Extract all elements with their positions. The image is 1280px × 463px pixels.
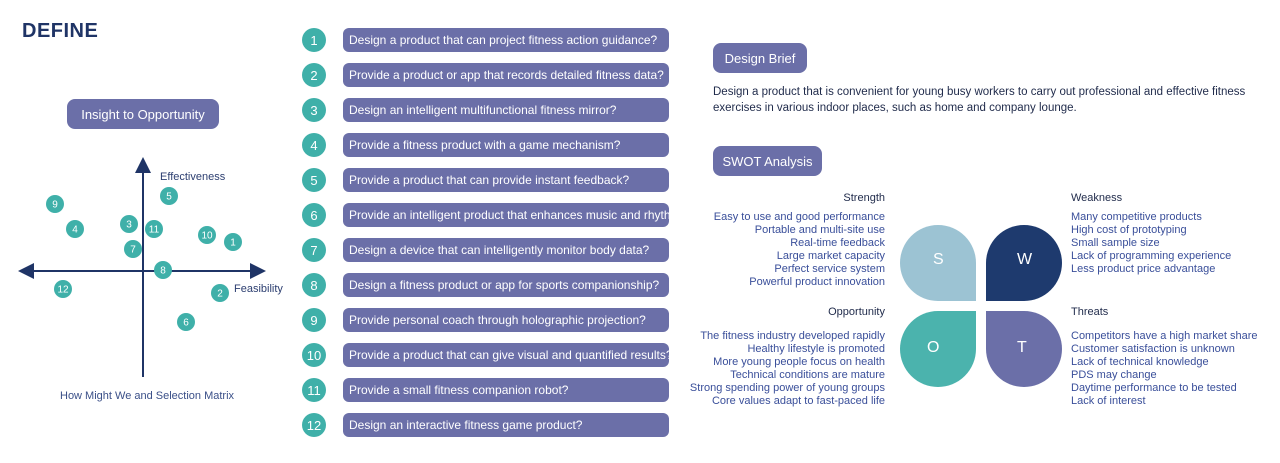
- question-item: Provide a product that can provide instant feedback?: [343, 168, 669, 192]
- y-axis-label: Effectiveness: [160, 171, 226, 183]
- swot-analysis-label: SWOT Analysis: [713, 146, 822, 176]
- list-item: The fitness industry developed rapidly: [700, 330, 885, 342]
- swot-opportunity-shape: [900, 311, 976, 387]
- question-item: Provide a product or app that records detailed fitness data?: [343, 63, 669, 87]
- matrix-point-label: 8: [160, 265, 166, 277]
- list-item: Lack of technical knowledge: [1071, 356, 1209, 368]
- question-item: Provide a fitness product with a game mechanism?: [343, 133, 669, 157]
- strength-list: [640, 211, 885, 289]
- weakness-heading: Weakness: [1071, 192, 1123, 204]
- matrix-point: [211, 284, 229, 302]
- list-item: Many competitive products: [1071, 211, 1202, 223]
- matrix-point-label: 3: [126, 219, 132, 231]
- question-item: Provide personal coach through holographic projection?: [343, 308, 669, 332]
- matrix-point-label: 5: [166, 191, 172, 203]
- matrix-point: [124, 240, 142, 258]
- swot-diagram: [893, 218, 1073, 388]
- list-item: Core values adapt to fast-paced life: [711, 395, 885, 407]
- list-item: Customer satisfaction is unknown: [1071, 343, 1235, 355]
- question-number: 12: [302, 413, 326, 437]
- list-item: High cost of prototyping: [1071, 224, 1187, 236]
- list-item: Small sample size: [1071, 237, 1160, 249]
- question-item: Provide an intelligent product that enhances music and rhythm?: [343, 203, 669, 227]
- list-item: Lack of programming experience: [1071, 250, 1232, 262]
- question-item: Provide a small fitness companion robot?: [343, 378, 669, 402]
- selection-matrix: [0, 155, 300, 385]
- matrix-point-label: 7: [130, 244, 136, 256]
- list-item: Competitors have a high market share: [1071, 330, 1258, 342]
- question-number: 1: [302, 28, 326, 52]
- swot-letter-o: O: [927, 339, 940, 356]
- list-item: Large market capacity: [776, 250, 885, 262]
- matrix-point-label: 9: [52, 199, 58, 211]
- matrix-point-label: 12: [57, 284, 69, 296]
- opportunity-list: [640, 330, 885, 408]
- matrix-point-label: 4: [72, 224, 78, 236]
- question-number: 11: [302, 378, 326, 402]
- matrix-point-label: 2: [217, 288, 223, 300]
- question-number: 6: [302, 203, 326, 227]
- list-item: Daytime performance to be tested: [1071, 382, 1237, 394]
- matrix-point: [66, 220, 84, 238]
- swot-strength-shape: [900, 225, 976, 301]
- list-item: More young people focus on health: [713, 356, 885, 368]
- swot-letter-s: S: [933, 251, 944, 268]
- list-item: Less product price advantage: [1071, 263, 1216, 275]
- question-item: Design an interactive fitness game product?: [343, 413, 669, 437]
- matrix-point-label: 1: [230, 237, 236, 249]
- question-number: 5: [302, 168, 326, 192]
- question-number: 7: [302, 238, 326, 262]
- list-item: Healthy lifestyle is promoted: [747, 343, 885, 355]
- list-item: Technical conditions are mature: [730, 369, 885, 381]
- question-item: Design a fitness product or app for sports companionship?: [343, 273, 669, 297]
- question-number: 2: [302, 63, 326, 87]
- list-item: Powerful product innovation: [749, 276, 885, 288]
- page-title: DEFINE: [22, 20, 99, 42]
- list-item: Easy to use and good performance: [713, 211, 885, 223]
- matrix-point: [160, 187, 178, 205]
- question-item: Provide a product that can give visual and quantified results?: [343, 343, 669, 367]
- question-number: 9: [302, 308, 326, 332]
- matrix-caption: How Might We and Selection Matrix: [60, 390, 235, 402]
- question-item: Design a product that can project fitness action guidance?: [343, 28, 669, 52]
- strength-heading: Strength: [843, 192, 885, 204]
- question-number: 4: [302, 133, 326, 157]
- matrix-point: [154, 261, 172, 279]
- list-item: Portable and multi-site use: [754, 224, 885, 236]
- insight-to-opportunity-label: Insight to Opportunity: [67, 99, 219, 129]
- list-item: Real-time feedback: [790, 237, 885, 249]
- matrix-point: [177, 313, 195, 331]
- x-axis-label: Feasibility: [234, 283, 283, 295]
- matrix-point: [145, 220, 163, 238]
- question-item: Design an intelligent multifunctional fitness mirror?: [343, 98, 669, 122]
- list-item: Perfect service system: [774, 263, 885, 275]
- design-brief-text: Design a product that is convenient for young busy workers to carry out professional and effective fitness exercises in various indoor places, such as home and company lounge.: [713, 86, 1246, 114]
- matrix-point-label: 10: [201, 230, 213, 242]
- matrix-point: [120, 215, 138, 233]
- threats-list: [1071, 330, 1257, 408]
- matrix-point: [198, 226, 216, 244]
- matrix-point: [224, 233, 242, 251]
- swot-letter-t: T: [1017, 339, 1027, 356]
- swot-weakness-shape: [986, 225, 1062, 301]
- opportunity-heading: Opportunity: [828, 306, 885, 318]
- weakness-list: [1071, 211, 1231, 276]
- swot-letter-w: W: [1017, 251, 1033, 268]
- question-number: 3: [302, 98, 326, 122]
- matrix-point-label: 6: [183, 317, 189, 329]
- question-number: 8: [302, 273, 326, 297]
- matrix-point: [46, 195, 64, 213]
- design-brief-label: Design Brief: [713, 43, 807, 73]
- question-number: 10: [302, 343, 326, 367]
- list-item: PDS may change: [1071, 369, 1157, 381]
- list-item: Strong spending power of young groups: [689, 382, 885, 394]
- question-item: Design a device that can intelligently monitor body data?: [343, 238, 669, 262]
- swot-threats-shape: [986, 311, 1062, 387]
- matrix-point-label: 11: [148, 224, 160, 236]
- list-item: Lack of interest: [1071, 395, 1146, 407]
- matrix-point: [54, 280, 72, 298]
- threats-heading: Threats: [1071, 306, 1109, 318]
